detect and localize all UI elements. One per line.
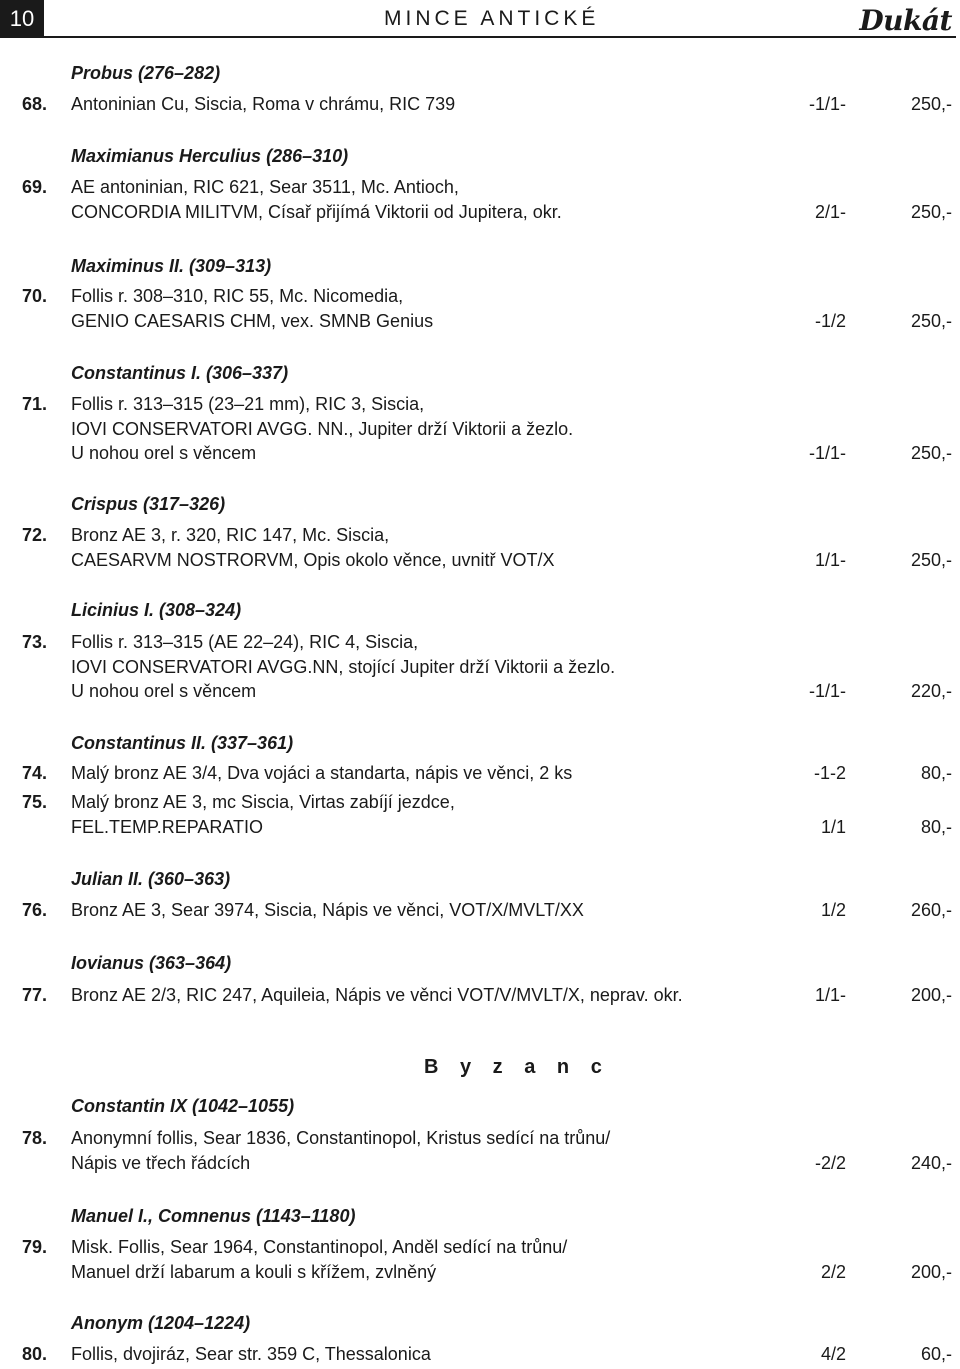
item-grade: 4/2	[820, 1344, 846, 1364]
item-description-line: Antoninian Cu, Siscia, Roma v chrámu, RIC 739	[71, 94, 456, 114]
item-grade: 1/2	[820, 900, 846, 920]
ruler-heading	[71, 146, 348, 167]
ruler-name: Anonym	[71, 1313, 149, 1333]
ruler-name: Constantinus II.	[71, 733, 212, 753]
item-number: 78.	[22, 1128, 48, 1148]
item-grade: -1-2	[813, 763, 846, 783]
item-price: 80,-	[920, 816, 952, 837]
page-header	[0, 0, 960, 40]
item-price: 250,-	[910, 443, 952, 463]
item-grade: -1/1-	[808, 443, 846, 463]
ruler-dates: (1143–1180)	[256, 1206, 356, 1226]
item-price: 80,-	[920, 763, 952, 783]
item-description-line: Bronz AE 3, r. 320, RIC 147, Mc. Siscia,	[71, 525, 390, 545]
item-grade: -1/1-	[808, 94, 846, 114]
item-description-line: U nohou orel s věncem	[71, 443, 257, 463]
item-description-line: Follis r. 313–315 (AE 22–24), RIC 4, Siscia,	[71, 632, 419, 652]
running-title: MINCE ANTICKÉ	[384, 7, 600, 30]
item-number: 73.	[22, 632, 48, 652]
item-number: 80.	[22, 1344, 48, 1364]
ruler-heading	[71, 1206, 355, 1227]
item-description-line: Manuel drží labarum a kouli s křížem, zvlněný	[71, 1261, 437, 1282]
item-description-line: CAESARVM NOSTRORVM, Opis okolo věnce, uvnitř VOT/X	[71, 549, 555, 570]
ruler-dates: (309–313)	[189, 256, 272, 276]
item-description-line: IOVI CONSERVATORI AVGG.NN, stojící Jupiter drží Viktorii a žezlo.	[71, 656, 616, 677]
item-description-line: FEL.TEMP.REPARATIO	[71, 816, 264, 837]
ruler-heading	[71, 63, 220, 84]
ruler-heading	[71, 1096, 294, 1117]
item-grade: 1/1-	[814, 549, 846, 570]
ruler-heading	[71, 869, 230, 890]
ruler-dates: (308–324)	[159, 600, 242, 620]
item-description-line: Follis r. 308–310, RIC 55, Mc. Nicomedia,	[71, 286, 404, 306]
ruler-dates: (286–310)	[266, 146, 349, 166]
ruler-dates: (276–282)	[138, 63, 221, 83]
ruler-dates: (306–337)	[206, 363, 289, 383]
ruler-dates: (337–361)	[211, 733, 294, 753]
item-number: 68.	[22, 94, 48, 114]
ruler-heading	[71, 256, 271, 277]
ruler-dates: (1204–1224)	[148, 1313, 251, 1333]
item-description-line: Anonymní follis, Sear 1836, Constantinopol, Kristus sedící na trůnu/	[71, 1128, 611, 1148]
item-description-line: Bronz AE 2/3, RIC 247, Aquileia, Nápis ve věnci VOT/V/MVLT/X, neprav. okr.	[71, 985, 683, 1005]
item-description-line: AE antoninian, RIC 621, Sear 3511, Mc. Antioch,	[71, 177, 459, 197]
item-number: 71.	[22, 394, 48, 414]
item-price: 250,-	[910, 549, 952, 570]
header-rule	[44, 36, 956, 38]
item-grade: 2/1-	[814, 201, 846, 222]
item-price: 60,-	[920, 1344, 952, 1364]
item-description-line: Misk. Follis, Sear 1964, Constantinopol, Anděl sedící na trůnu/	[71, 1237, 568, 1257]
ruler-heading	[71, 953, 231, 974]
ruler-heading	[71, 733, 293, 754]
item-number: 75.	[22, 792, 48, 812]
item-description-line: Bronz AE 3, Sear 3974, Siscia, Nápis ve věnci, VOT/X/MVLT/XX	[71, 900, 584, 920]
item-grade: -1/1-	[808, 681, 846, 701]
item-number: 76.	[22, 900, 48, 920]
item-description-line: Malý bronz AE 3/4, Dva vojáci a standarta, nápis ve věnci, 2 ks	[71, 763, 573, 783]
item-description-line: U nohou orel s věncem	[71, 681, 257, 701]
section-title-byzanc: B y z a n c	[424, 1056, 610, 1078]
item-number: 69.	[22, 177, 48, 197]
item-price: 200,-	[910, 1261, 952, 1282]
item-price: 220,-	[910, 681, 952, 701]
ruler-name: Constantinus I.	[71, 363, 206, 383]
ruler-dates: (360–363)	[148, 869, 231, 889]
item-grade: 1/1-	[814, 985, 846, 1005]
item-description-line: Malý bronz AE 3, mc Siscia, Virtas zabíjí jezdce,	[71, 792, 455, 812]
item-price: 200,-	[910, 985, 952, 1005]
item-grade: -2/2	[814, 1152, 846, 1173]
ruler-name: Maximinus II.	[71, 256, 190, 276]
item-description-line: Nápis ve třech řádcích	[71, 1152, 251, 1173]
item-price: 260,-	[910, 900, 952, 920]
ruler-heading	[71, 494, 225, 515]
item-price: 250,-	[910, 94, 952, 114]
ruler-name: Iovianus	[71, 953, 150, 973]
page-number: 10	[0, 0, 44, 38]
ruler-heading	[71, 1313, 250, 1334]
ruler-name: Probus	[71, 63, 139, 83]
item-description-line: Follis, dvojiráz, Sear str. 359 C, Thessalonica	[71, 1344, 431, 1364]
dukat-logo: Dukát	[859, 4, 952, 37]
ruler-dates: (1042–1055)	[192, 1096, 295, 1116]
item-grade: -1/2	[814, 310, 846, 331]
ruler-name: Maximianus Herculius	[71, 146, 267, 166]
item-number: 72.	[22, 525, 48, 545]
item-number: 79.	[22, 1237, 48, 1257]
item-number: 70.	[22, 286, 48, 306]
item-description-line: IOVI CONSERVATORI AVGG. NN., Jupiter drží Viktorii a žezlo.	[71, 418, 574, 439]
item-price: 250,-	[910, 201, 952, 222]
item-price: 240,-	[910, 1152, 952, 1173]
item-number: 74.	[22, 763, 48, 783]
ruler-heading	[71, 363, 288, 384]
item-description-line: CONCORDIA MILITVM, Císař přijímá Viktorii od Jupitera, okr.	[71, 201, 562, 222]
ruler-dates: (317–326)	[143, 494, 226, 514]
ruler-name: Manuel I., Comnenus	[71, 1206, 257, 1226]
ruler-name: Constantin IX	[71, 1096, 192, 1116]
ruler-heading	[71, 600, 241, 621]
ruler-dates: (363–364)	[149, 953, 232, 973]
item-grade: 2/2	[820, 1261, 846, 1282]
item-description-line: Follis r. 313–315 (23–21 mm), RIC 3, Siscia,	[71, 394, 425, 414]
item-grade: 1/1	[820, 816, 846, 837]
ruler-name: Licinius I.	[71, 600, 160, 620]
item-description-line: GENIO CAESARIS CHM, vex. SMNB Genius	[71, 310, 434, 331]
item-price: 250,-	[910, 310, 952, 331]
item-number: 77.	[22, 985, 48, 1005]
ruler-name: Crispus	[71, 494, 144, 514]
ruler-name: Julian II.	[71, 869, 149, 889]
